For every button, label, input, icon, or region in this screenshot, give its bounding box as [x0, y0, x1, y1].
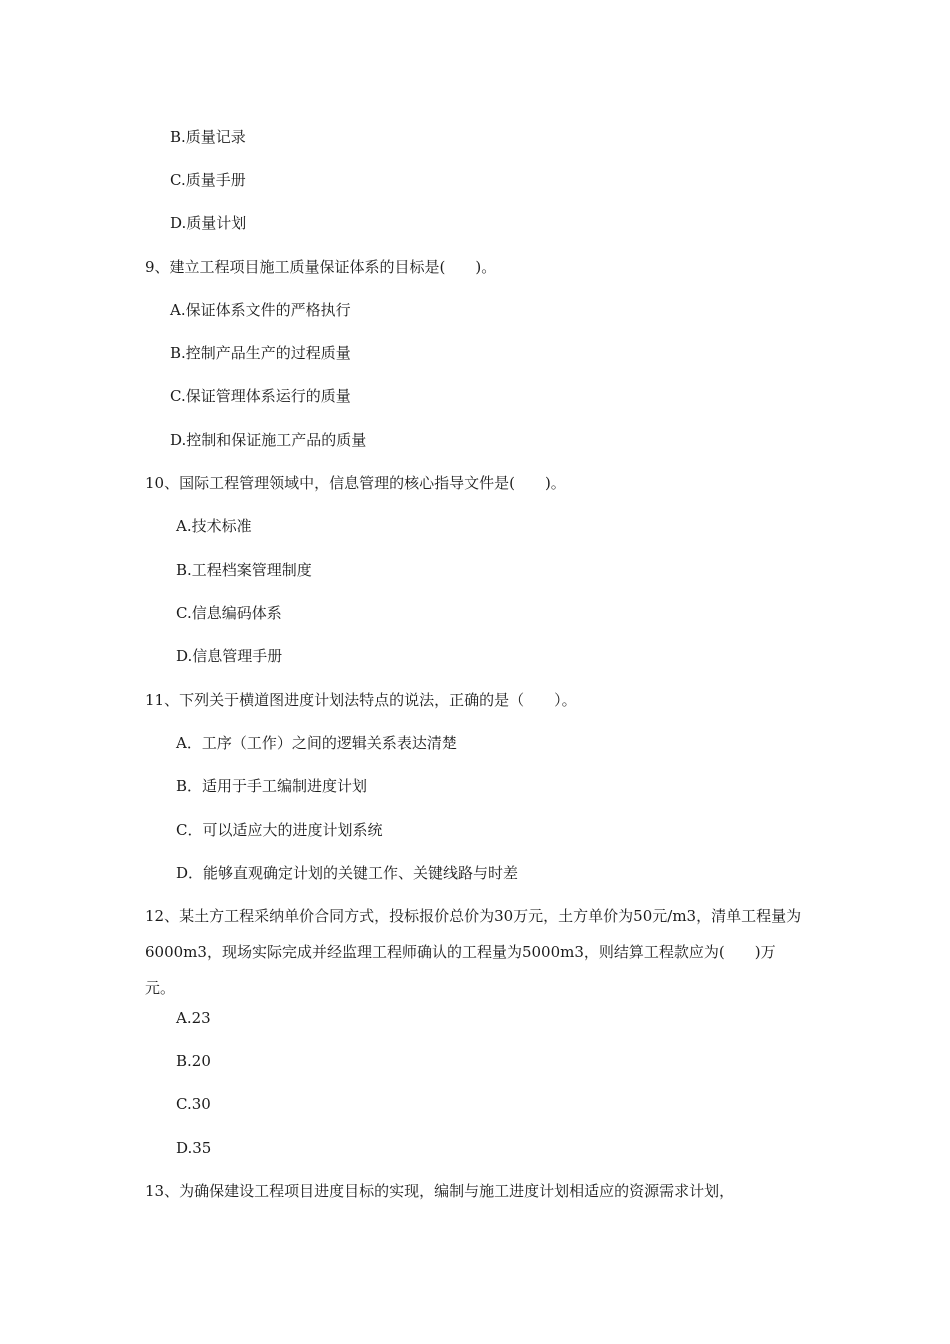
q12-option-c: C.30: [176, 1095, 211, 1113]
q11-option-d: D．能够直观确定计划的关键工作、关键线路与时差: [176, 864, 519, 882]
q11-option-b: B．适用于手工编制进度计划: [176, 777, 368, 795]
q9-stem: 9、建立工程项目施工质量保证体系的目标是( )。: [145, 258, 497, 276]
q12-option-d: D.35: [176, 1139, 212, 1157]
q10-option-a: A.技术标准: [176, 517, 252, 535]
q13-stem: 13、为确保建设工程项目进度目标的实现，编制与施工进度计划相适应的资源需求计划，: [145, 1182, 735, 1200]
q12-stem: 12、某土方工程采纳单价合同方式，投标报价总价为30万元，土方单价为50元/m3，清单工程量为6000m3，现场实际完成并经监理工程师确认的工程量为5000m3，则结算工程款应为( )万元。: [145, 907, 802, 997]
q9-option-a: A.保证体系文件的严格执行: [170, 301, 351, 319]
q10-option-b: B.工程档案管理制度: [176, 561, 312, 579]
q9-option-d: D.控制和保证施工产品的质量: [170, 431, 367, 449]
q11-option-a: A．工序（工作）之间的逻辑关系表达清楚: [176, 734, 457, 752]
q10-option-d: D.信息管理手册: [176, 647, 283, 665]
q9-option-c: C.保证管理体系运行的质量: [170, 387, 351, 405]
q12-option-b: B.20: [176, 1052, 211, 1070]
q10-stem: 10、国际工程管理领域中，信息管理的核心指导文件是( )。: [145, 474, 566, 492]
q11-stem: 11、下列关于横道图进度计划法特点的说法，正确的是（ ）。: [145, 691, 577, 709]
q11-option-c: C．可以适应大的进度计划系统: [176, 821, 383, 839]
q12-option-a: A.23: [176, 1009, 211, 1027]
q8-option-c: C.质量手册: [170, 171, 246, 189]
q8-option-d: D.质量计划: [170, 214, 247, 232]
q9-option-b: B.控制产品生产的过程质量: [170, 344, 351, 362]
q8-option-b: B.质量记录: [170, 128, 246, 146]
q10-option-c: C.信息编码体系: [176, 604, 282, 622]
